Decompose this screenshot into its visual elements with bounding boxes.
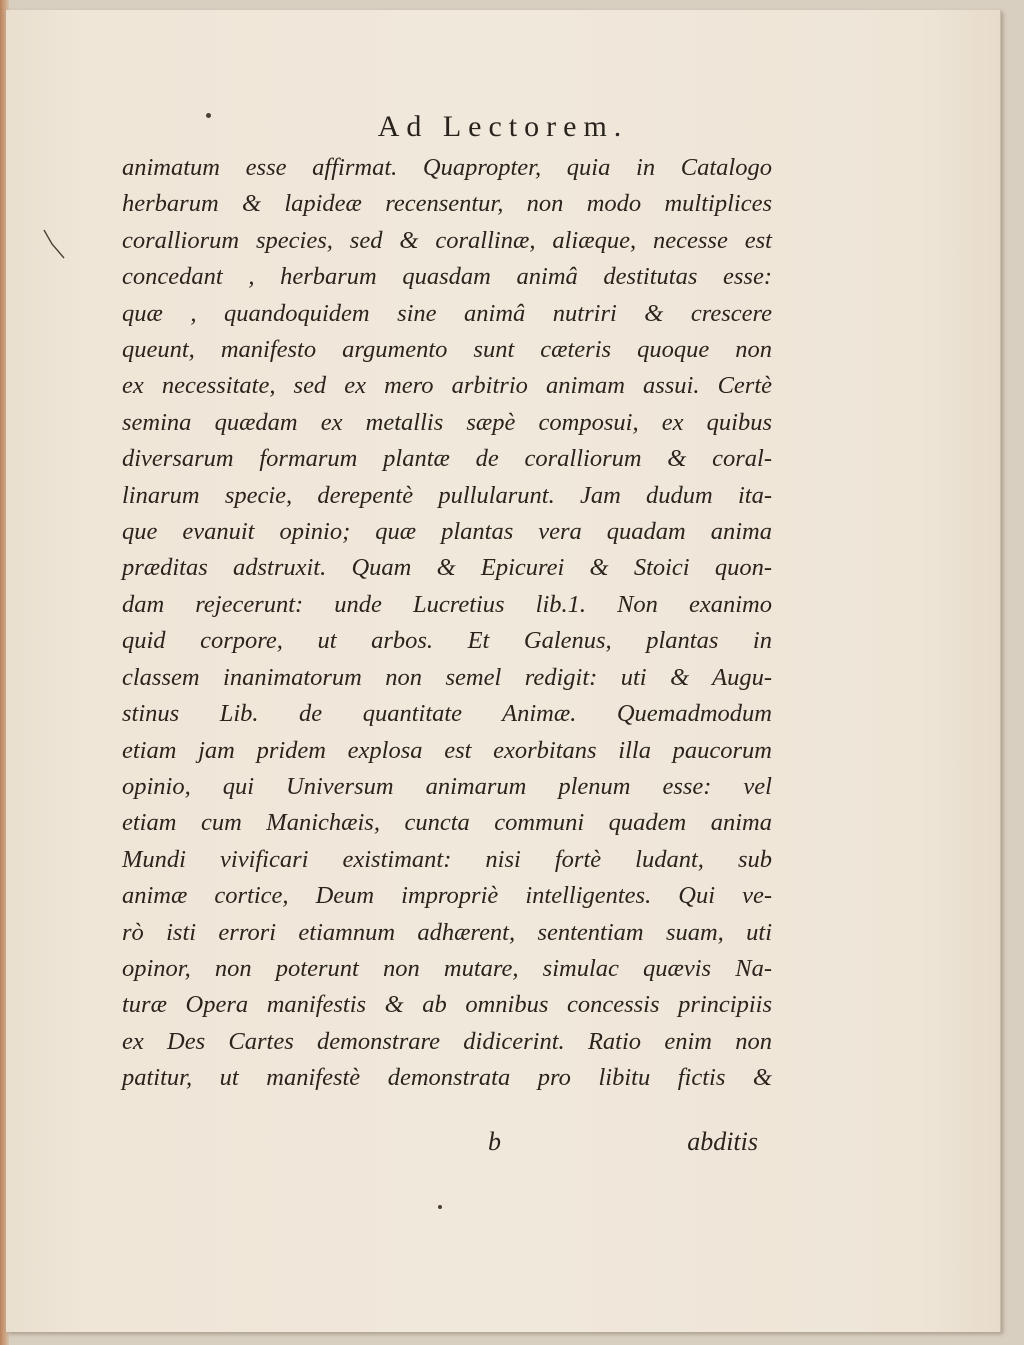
text-line: concedant , herbarum quasdam animâ destitutas esse: bbox=[122, 263, 772, 291]
text-line: classem inanimatorum non semel redigit: uti & Augu- bbox=[122, 663, 772, 691]
text-line: animatum esse affirmat. Quapropter, quia in Catalogo bbox=[122, 154, 772, 181]
text-line: animæ cortice, Deum impropriè intelligentes. Qui ve- bbox=[122, 882, 772, 910]
text-line: dam rejecerunt: unde Lucretius lib.1. Non exanimo bbox=[122, 590, 772, 618]
catchword: abditis bbox=[687, 1127, 758, 1156]
text-block bbox=[122, 150, 772, 1097]
text-line: que evanuit opinio; quæ plantas vera quadam anima bbox=[122, 518, 772, 546]
text-line: Mundi vivificari existimant: nisi fortè ludant, sub bbox=[122, 845, 772, 873]
text-line: turæ Opera manifestis & ab omnibus concessis principiis bbox=[122, 991, 772, 1019]
signature-mark: b bbox=[488, 1127, 501, 1156]
text-line: semina quædam ex metallis sæpè composui, ex quibus bbox=[122, 408, 772, 436]
text-line: etiam jam pridem explosa est exorbitans illa paucorum bbox=[122, 736, 772, 764]
margin-mark bbox=[42, 228, 68, 260]
text-line: opinio, qui Universum animarum plenum esse: vel bbox=[122, 772, 772, 800]
running-head: Ad Lectorem. bbox=[377, 110, 629, 143]
text-line: queunt, manifesto argumento sunt cæteris quoque non bbox=[122, 336, 772, 364]
text-line: etiam cum Manichæis, cuncta communi quadem anima bbox=[122, 809, 772, 837]
text-line: opinor, non poterunt non mutare, simulac quævis Na- bbox=[122, 954, 772, 982]
text-line: coralliorum species, sed & corallinæ, aliæque, necesse est bbox=[122, 226, 772, 254]
text-line: patitur, ut manifestè demonstrata pro libitu fictis & bbox=[122, 1064, 772, 1092]
text-line: quid corpore, ut arbos. Et Galenus, plantas in bbox=[122, 627, 772, 655]
text-line: ex necessitate, sed ex mero arbitrio animam assui. Certè bbox=[122, 372, 772, 400]
text-line: linarum specie, derepentè pullularunt. Jam dudum ita- bbox=[122, 481, 772, 509]
text-line: quæ , quandoquidem sine animâ nutriri & crescere bbox=[122, 299, 772, 327]
book-page bbox=[6, 10, 1001, 1332]
text-line: herbarum & lapideæ recensentur, non modo multiplices bbox=[122, 190, 772, 218]
text-line: stinus Lib. de quantitate Animæ. Quemadmodum bbox=[122, 700, 772, 728]
text-line: diversarum formarum plantæ de coralliorum & coral- bbox=[122, 445, 772, 473]
text-line: rò isti errori etiamnum adhærent, sententiam suam, uti bbox=[122, 918, 772, 946]
text-line: præditas adstruxit. Quam & Epicurei & Stoici quon- bbox=[122, 554, 772, 582]
text-line: ex Des Cartes demonstrare didicerint. Ratio enim non bbox=[122, 1027, 772, 1055]
ink-speck bbox=[438, 1205, 442, 1209]
